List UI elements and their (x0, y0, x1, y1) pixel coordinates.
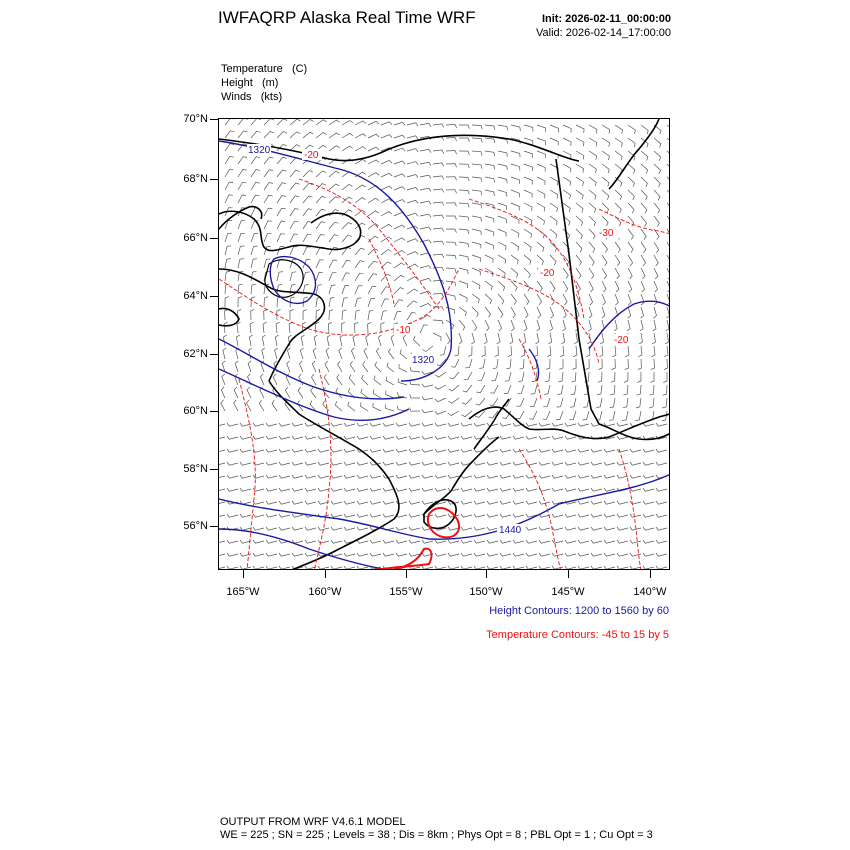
field-name: Temperature (221, 63, 283, 75)
lat-label-60: 60°N (183, 405, 208, 417)
temperature-contour-zero (428, 508, 459, 537)
temperature-label: -20 (614, 335, 629, 346)
lat-tick (210, 411, 218, 412)
height-contour (219, 141, 451, 381)
field-unit: (m) (261, 77, 279, 89)
nunivak-island (219, 308, 239, 325)
temperature-contour-zero (369, 549, 431, 570)
temperature-label: -20 (540, 268, 555, 279)
lat-label-70: 70°N (183, 113, 208, 125)
lat-tick (210, 238, 218, 239)
temperature-contour (314, 369, 331, 570)
height-contour-info: Height Contours: 1200 to 1560 by 60 (489, 605, 669, 617)
lon-label-155: 155°W (389, 586, 423, 598)
temperature-contour (239, 379, 255, 570)
temperature-label: -10 (396, 325, 411, 336)
temperature-contour (519, 449, 561, 570)
temperature-contour (369, 239, 394, 304)
lat-label-68: 68°N (183, 173, 208, 185)
lat-tick (210, 354, 218, 355)
lat-tick (210, 296, 218, 297)
lon-label-165: 165°W (226, 586, 260, 598)
lat-tick (210, 119, 218, 120)
lon-label-160: 160°W (308, 586, 342, 598)
lat-label-64: 64°N (183, 290, 208, 302)
lat-tick (210, 469, 218, 470)
height-label: 1320 (248, 145, 271, 156)
field-height (221, 77, 278, 89)
lat-tick (210, 179, 218, 180)
lon-tick (325, 570, 326, 578)
lon-label-150: 150°W (469, 586, 503, 598)
height-label: 1440 (499, 525, 522, 536)
lat-label-62: 62°N (183, 348, 208, 360)
map-panel (218, 118, 670, 570)
map-canvas (219, 119, 670, 570)
lon-tick (650, 570, 651, 578)
model-info-line2: WE = 225 ; SN = 225 ; Levels = 38 ; Dis = 8km ; Phys Opt = 8 ; PBL Opt = 1 ; Cu Opt = 3 (220, 829, 653, 841)
field-name: Height (221, 77, 253, 89)
height-contour (529, 349, 539, 381)
lon-tick (486, 570, 487, 578)
temperature-contour-info: Temperature Contours: -45 to 15 by 5 (486, 629, 669, 641)
valid-time: Valid: 2026-02-14_17:00:00 (536, 27, 671, 39)
temperature-label: -30 (599, 228, 614, 239)
field-temperature (221, 63, 307, 75)
height-label: 1320 (412, 355, 435, 366)
wind-barbs (219, 119, 670, 569)
contour-labels (247, 144, 632, 536)
plot-title: IWFAQRP Alaska Real Time WRF (218, 8, 476, 27)
lon-tick (406, 570, 407, 578)
coastline-north (219, 135, 579, 161)
field-unit: (C) (291, 63, 308, 75)
lon-tick (243, 570, 244, 578)
model-info-line1: OUTPUT FROM WRF V4.6.1 MODEL (220, 816, 406, 828)
lat-label-56: 56°N (183, 520, 208, 532)
lon-label-145: 145°W (551, 586, 585, 598)
field-name: Winds (221, 91, 252, 103)
lat-label-66: 66°N (183, 232, 208, 244)
lat-label-58: 58°N (183, 463, 208, 475)
temperature-contour (619, 449, 641, 570)
lat-tick (210, 526, 218, 527)
coastline-norton (219, 269, 324, 381)
temperature-label: -20 (304, 150, 319, 161)
field-winds (221, 91, 282, 103)
lon-tick (568, 570, 569, 578)
coastline-west (219, 211, 361, 250)
field-unit: (kts) (260, 91, 283, 103)
wind-barb-field (219, 119, 670, 569)
height-contour (219, 474, 670, 539)
init-time: Init: 2026-02-11_00:00:00 (541, 13, 671, 25)
lon-label-140: 140°W (633, 586, 667, 598)
